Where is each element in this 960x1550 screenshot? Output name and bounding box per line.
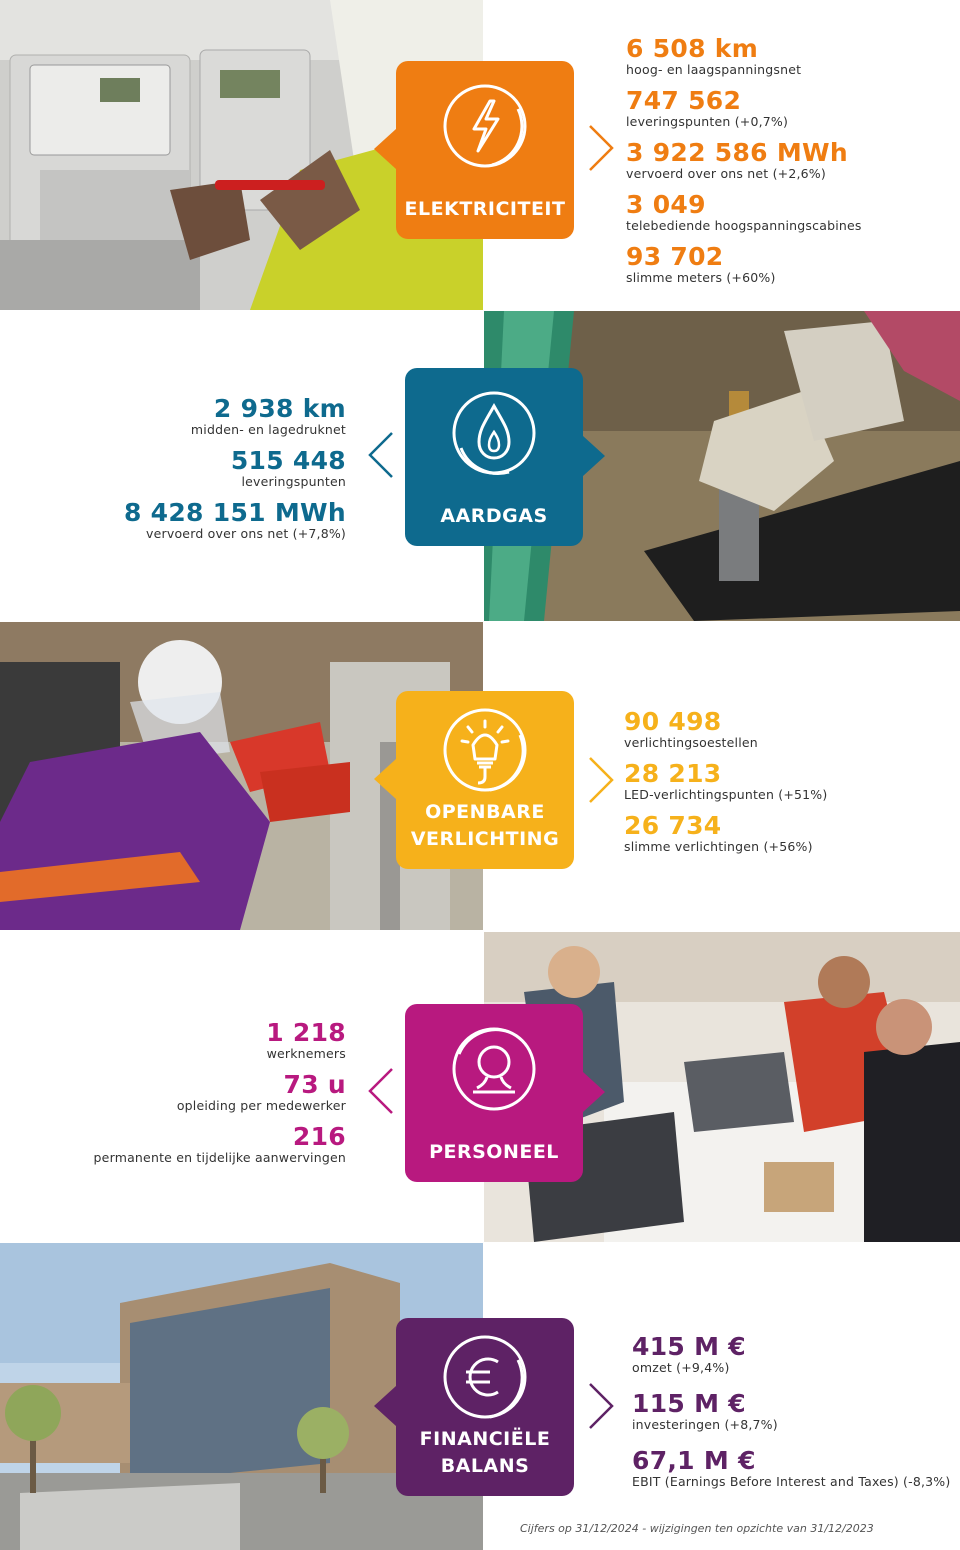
stat-item	[40, 1020, 346, 1072]
stat-item	[626, 36, 946, 88]
chevron-right-icon	[586, 123, 616, 173]
stat-description: vervoerd over ons net (+2,6%)	[626, 166, 826, 181]
stat-description: telebediende hoogspanningscabines	[626, 218, 862, 233]
stat-item	[40, 448, 346, 500]
stat-value: 415 M €	[632, 1332, 746, 1361]
light-bulb-icon	[440, 705, 530, 795]
stats-financiele-balans	[632, 1334, 952, 1505]
stat-item	[624, 813, 944, 865]
stat-value: 1 218	[266, 1018, 346, 1047]
stat-description: permanente en tijdelijke aanwervingen	[93, 1150, 346, 1165]
category-badge-financiele-balans	[396, 1318, 574, 1496]
stat-value: 26 734	[624, 811, 722, 840]
stat-value: 90 498	[624, 707, 722, 736]
category-label: AARDGAS	[440, 505, 548, 527]
footnote: Cijfers op 31/12/2024 - wijzigingen ten opzichte van 31/12/2023	[520, 1522, 874, 1535]
chevron-left-icon	[366, 430, 396, 480]
stat-value: 3 922 586 MWh	[626, 138, 849, 167]
category-label: FINANCIËLE BALANS	[419, 1428, 551, 1477]
category-label: ELEKTRICITEIT	[404, 198, 566, 220]
stat-value: 3 049	[626, 190, 706, 219]
stat-description: leveringspunten (+0,7%)	[626, 114, 789, 129]
stat-description: hoog- en laagspanningsnet	[626, 62, 802, 77]
chevron-left-icon	[366, 1066, 396, 1116]
badge-pointer	[374, 129, 396, 169]
stat-item	[632, 1391, 952, 1448]
stat-item	[632, 1448, 952, 1505]
stat-description: vervoerd over ons net (+7,8%)	[146, 526, 346, 541]
stat-description: leveringspunten	[241, 474, 346, 489]
stat-description: midden- en lagedruknet	[190, 422, 346, 437]
stat-value: 73 u	[283, 1070, 346, 1099]
flame-icon	[449, 388, 539, 478]
person-icon	[449, 1024, 539, 1114]
stat-item	[40, 1072, 346, 1124]
stat-item	[40, 396, 346, 448]
stat-description: werknemers	[266, 1046, 346, 1061]
stat-value: 6 508 km	[626, 34, 759, 63]
euro-icon	[440, 1332, 530, 1422]
stat-item	[626, 192, 946, 244]
stat-item	[40, 500, 346, 552]
badge-pointer	[583, 1072, 605, 1112]
stat-item	[626, 88, 946, 140]
stat-description: opleiding per medewerker	[176, 1098, 346, 1113]
stat-value: 216	[292, 1122, 346, 1151]
category-badge-aardgas	[405, 368, 583, 546]
stat-value: 8 428 151 MWh	[123, 498, 346, 527]
stat-description: verlichtingsoestellen	[624, 735, 758, 750]
stat-value: 67,1 M €	[632, 1446, 756, 1475]
stats-openbare-verlichting	[624, 709, 944, 865]
chevron-right-icon	[586, 1381, 616, 1431]
stats-elektriciteit	[626, 36, 946, 296]
stat-description: investeringen (+8,7%)	[632, 1417, 778, 1432]
lightning-bolt-icon	[440, 81, 530, 171]
stat-item	[624, 761, 944, 813]
stat-item	[40, 1124, 346, 1176]
stat-value: 93 702	[626, 242, 724, 271]
badge-pointer	[374, 759, 396, 799]
category-badge-elektriciteit	[396, 61, 574, 239]
stat-value: 747 562	[626, 86, 742, 115]
category-label: PERSONEEL	[429, 1141, 559, 1163]
stat-item	[632, 1334, 952, 1391]
stat-value: 28 213	[624, 759, 722, 788]
category-badge-openbare-verlichting	[396, 691, 574, 869]
stat-description: EBIT (Earnings Before Interest and Taxes) (-8,3%)	[632, 1474, 951, 1489]
category-badge-personeel	[405, 1004, 583, 1182]
stat-description: slimme meters (+60%)	[626, 270, 776, 285]
stat-value: 515 448	[230, 446, 346, 475]
stat-description: slimme verlichtingen (+56%)	[624, 839, 813, 854]
stat-value: 115 M €	[632, 1389, 746, 1418]
badge-pointer	[374, 1386, 396, 1426]
stat-item	[626, 244, 946, 296]
stat-value: 2 938 km	[213, 394, 346, 423]
chevron-right-icon	[586, 755, 616, 805]
category-label: OPENBARE VERLICHTING	[410, 801, 560, 850]
badge-pointer	[583, 436, 605, 476]
stat-description: LED-verlichtingspunten (+51%)	[624, 787, 828, 802]
stat-description: omzet (+9,4%)	[632, 1360, 730, 1375]
stats-aardgas	[40, 396, 346, 552]
stat-item	[626, 140, 946, 192]
stat-item	[624, 709, 944, 761]
stats-personeel	[40, 1020, 346, 1176]
